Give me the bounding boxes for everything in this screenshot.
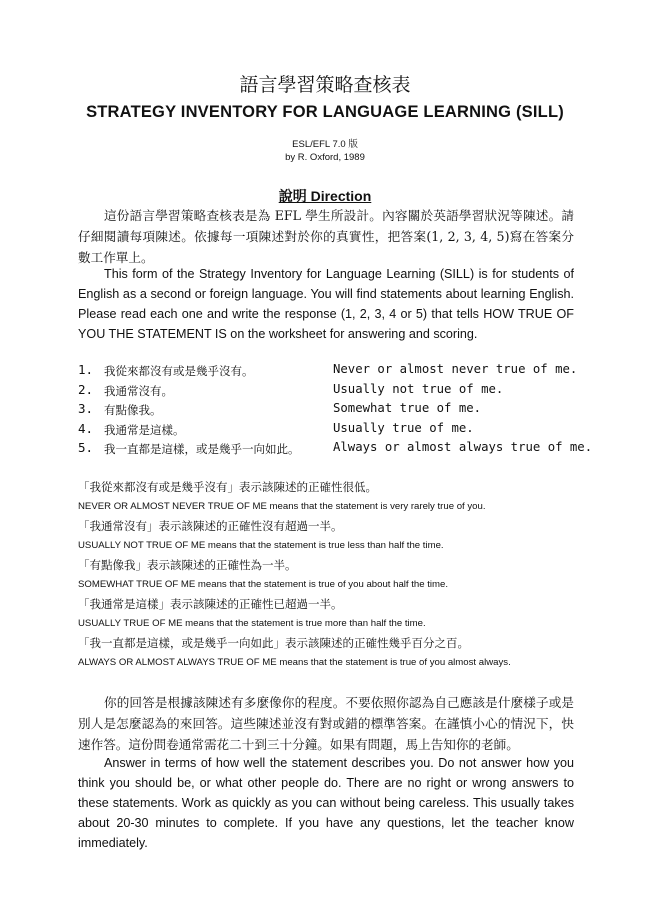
author-label: by R. Oxford, 1989 (285, 152, 365, 163)
scale-label-english: Usually not true of me. (333, 381, 504, 396)
page-title-english: STRATEGY INVENTORY FOR LANGUAGE LEARNING (SILL) (86, 103, 564, 121)
definition-english: ALWAYS OR ALMOST ALWAYS TRUE OF ME means that the statement is true of you almost always. (78, 657, 511, 668)
scale-item (78, 362, 578, 382)
definition-english: NEVER OR ALMOST NEVER TRUE OF ME means that the statement is very rarely true of you. (78, 501, 486, 512)
intro-paragraph-english: This form of the Strategy Inventory for Language Learning (SILL) is for students of English as a second or foreign language. You will find statements about learning English. Please read each one and write the response (1, 2, 3, 4 or 5) that tells HOW TRUE OF YOU THE STATEMENT IS on the worksheet for answering and scoring. (78, 267, 574, 341)
scale-item (78, 401, 578, 421)
scale-number: 5. (78, 440, 94, 455)
scale-number: 4. (78, 420, 94, 436)
answer-paragraph-chinese: 你的回答是根據該陳述有多麼像你的程度。不要依照你認為自己應該是什麼樣子或是別人是怎麼認為的來回答。這些陳述並沒有對或錯的標準答案。在謹慎小心的情況下，快速作答。這份問卷通常需花二十到三十分鐘。如果有問題，馬上告知你的老師。 (78, 695, 574, 752)
definition-english: USUALLY TRUE OF ME means that the statement is true more than half the time. (78, 618, 426, 629)
scale-label-chinese: 我通常是這樣。 (104, 422, 185, 437)
scale-label-chinese: 有點像我。 (104, 403, 162, 417)
scale-number: 1. (78, 362, 94, 377)
scale-number: 3. (78, 401, 94, 416)
intro-paragraph-chinese: 這份語言學習策略查核表是為 EFL 學生所設計。內容關於英語學習狀況等陳述。請仔細閱讀每項陳述。依據每一項陳述對於你的真實性，把答案(1, 2, 3, 4, 5)寫在答案分數工作單上。 (78, 208, 574, 265)
definition-english: SOMEWHAT TRUE OF ME means that the statement is true of you about half the time. (78, 579, 449, 590)
scale-label-english: Somewhat true of me. (333, 401, 482, 415)
direction-heading: 說明 Direction (278, 188, 372, 204)
scale-definitions (78, 478, 578, 673)
response-scale-list (78, 362, 593, 460)
scale-label-chinese: 我通常沒有。 (104, 383, 173, 398)
scale-number: 2. (78, 381, 94, 397)
scale-label-chinese: 我從來都沒有或是幾乎沒有。 (104, 364, 254, 378)
scale-item (78, 421, 578, 441)
definition-chinese: 「我通常是這樣」表示該陳述的正確性已超過一半。 (78, 597, 343, 611)
version-label: ESL/EFL 7.0 版 (292, 139, 358, 150)
scale-label-chinese: 我一直都是這樣，或是幾乎一向如此。 (104, 442, 300, 456)
scale-label-english: Usually true of me. (333, 420, 474, 435)
definition-english: USUALLY NOT TRUE OF ME means that the statement is true less than half the time. (78, 540, 444, 551)
definition-chinese: 「我一直都是這樣，或是幾乎一向如此」表示該陳述的正確性幾乎百分之百。 (78, 636, 469, 650)
answer-paragraph-english: Answer in terms of how well the statement describes you. Do not answer how you think you should be, or what other people do. There are no right or wrong answers to these statements. Work as quickly as you can without being careless. This usually takes about 20-30 minutes to complete. If you have any questions, let the teacher know immediately. (78, 756, 574, 850)
scale-item (78, 382, 578, 402)
scale-label-english: Never or almost never true of me. (333, 362, 578, 376)
scale-item (78, 440, 593, 460)
page-title-chinese: 語言學習策略查核表 (239, 74, 411, 96)
scale-label-english: Always or almost always true of me. (333, 440, 593, 454)
definition-chinese: 「我從來都沒有或是幾乎沒有」表示該陳述的正確性很低。 (78, 480, 377, 494)
definition-chinese: 「我通常沒有」表示該陳述的正確性沒有超過一半。 (78, 519, 343, 533)
definition-chinese: 「有點像我」表示該陳述的正確性為一半。 (78, 558, 297, 572)
